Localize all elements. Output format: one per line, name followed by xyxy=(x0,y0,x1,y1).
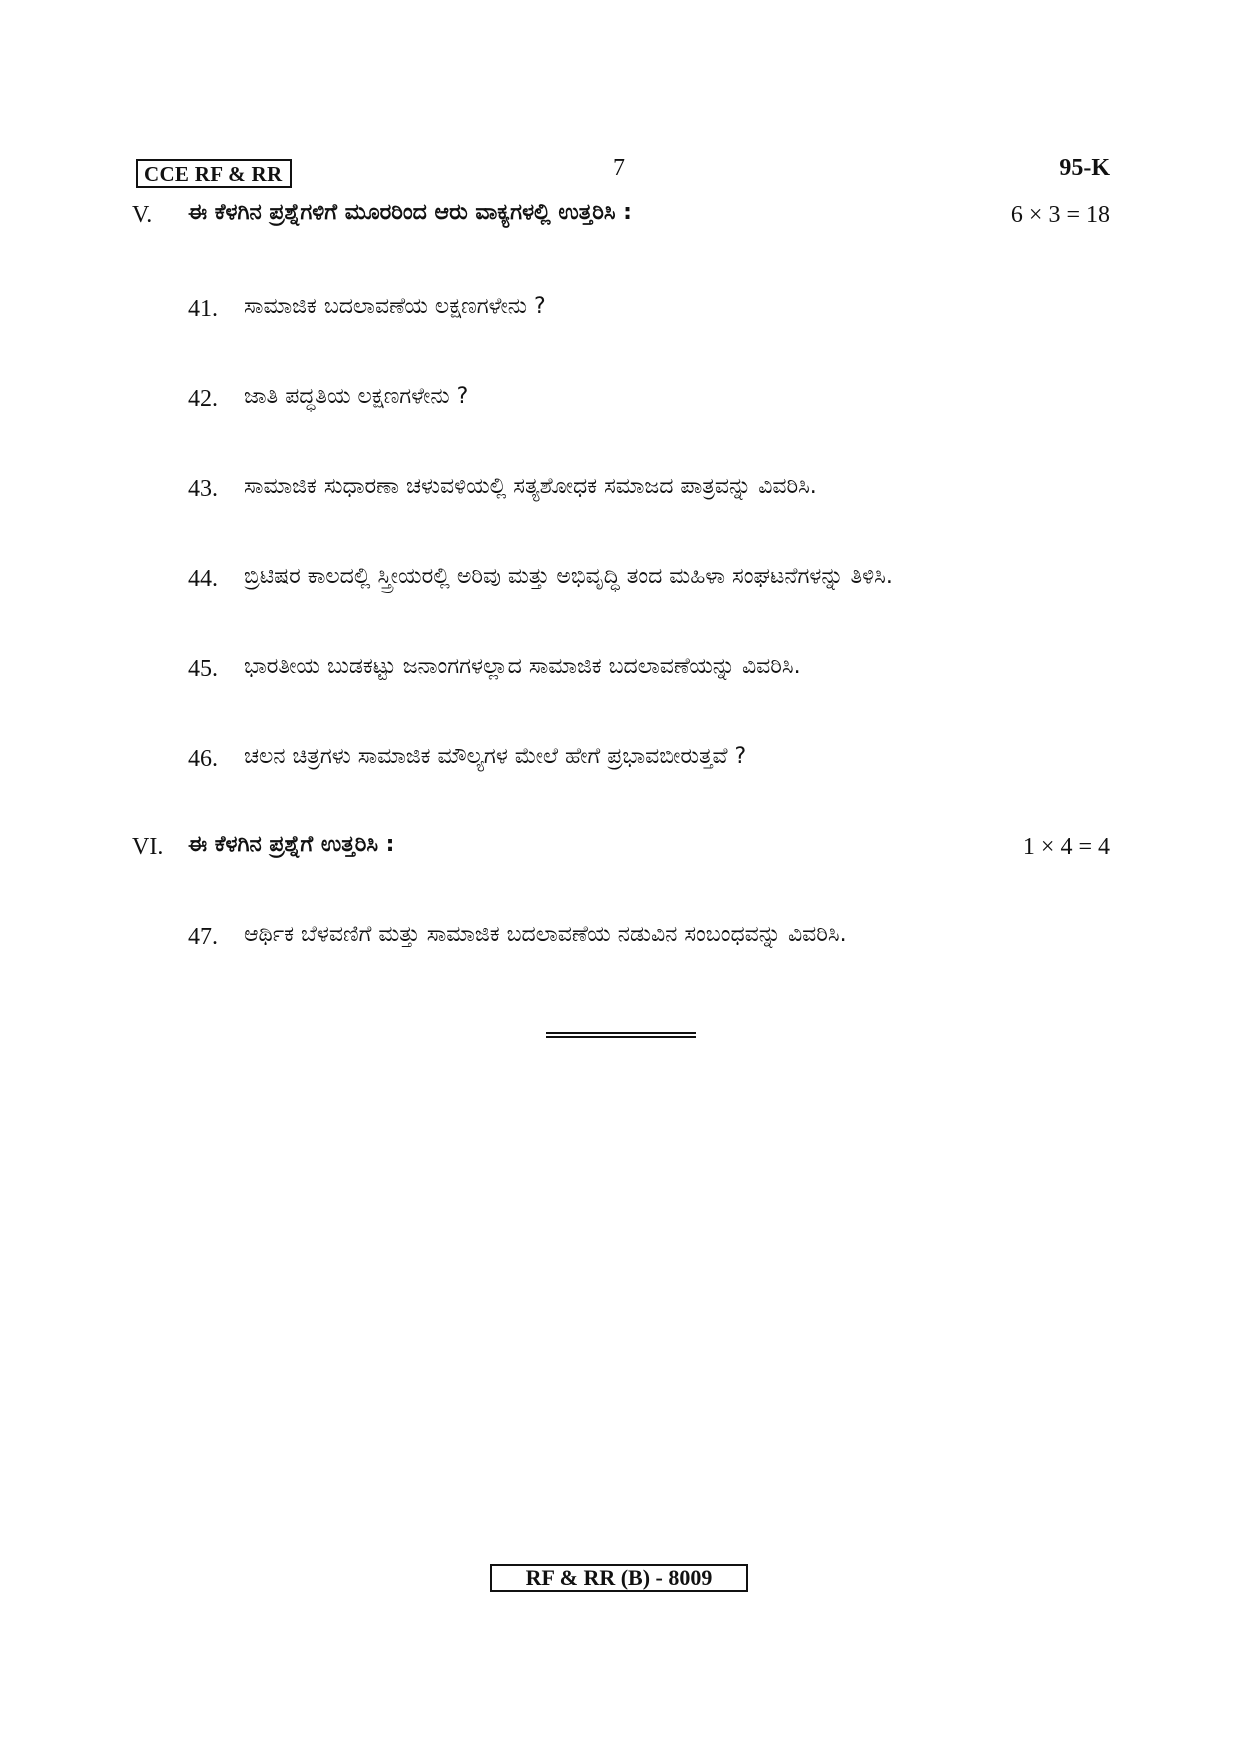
question-44 xyxy=(188,564,1108,598)
question-text: ಭಾರತೀಯ ಬುಡಕಟ್ಟು ಜನಾಂಗಗಳಲ್ಲಾದ ಸಾಮಾಜಿಕ ಬದಲಾವಣೆಯನ್ನು ವಿವರಿಸಿ. xyxy=(244,654,801,679)
question-number: 46. xyxy=(188,746,218,772)
section-roman-numeral: VI. xyxy=(132,834,164,860)
section-instruction: ಈ ಕೆಳಗಿನ ಪ್ರಶ್ನೆಗೆ ಉತ್ತರಿಸಿ : xyxy=(188,832,395,857)
question-number: 41. xyxy=(188,296,218,322)
question-45 xyxy=(188,654,1108,688)
question-text: ಸಾಮಾಜಿಕ ಸುಧಾರಣಾ ಚಳುವಳಿಯಲ್ಲಿ ಸತ್ಯಶೋಧಕ ಸಮಾಜದ ಪಾತ್ರವನ್ನು ವಿವರಿಸಿ. xyxy=(244,474,817,499)
question-number: 47. xyxy=(188,924,218,950)
question-text: ಚಲನ ಚಿತ್ರಗಳು ಸಾಮಾಜಿಕ ಮೌಲ್ಯಗಳ ಮೇಲೆ ಹೇಗೆ ಪ್ರಭಾವಬೀರುತ್ತವೆ ? xyxy=(244,744,747,769)
section-marks: 6 × 3 = 18 xyxy=(1010,202,1110,228)
question-number: 43. xyxy=(188,476,218,502)
paper-code: 95-K xyxy=(1059,155,1110,181)
question-46 xyxy=(188,744,1108,778)
question-text: ಸಾಮಾಜಿಕ ಬದಲಾವಣೆಯ ಲಕ್ಷಣಗಳೇನು ? xyxy=(244,294,546,319)
question-number: 45. xyxy=(188,656,218,682)
question-number: 44. xyxy=(188,566,218,592)
question-text: ಬ್ರಿಟಿಷರ ಕಾಲದಲ್ಲಿ ಸ್ತ್ರೀಯರಲ್ಲಿ ಅರಿವು ಮತ್ತು ಅಭಿವೃದ್ಧಿ ತಂದ ಮಹಿಳಾ ಸಂಘಟನೆಗಳನ್ನು ತಿಳಿಸಿ. xyxy=(244,564,893,589)
question-text: ಜಾತಿ ಪದ್ಧತಿಯ ಲಕ್ಷಣಗಳೇನು ? xyxy=(244,384,469,409)
question-43 xyxy=(188,474,1108,508)
exam-code-box: CCE RF & RR xyxy=(136,159,292,188)
question-number: 42. xyxy=(188,386,218,412)
section-v-heading xyxy=(132,200,1110,234)
question-41 xyxy=(188,294,1108,328)
section-vi-heading xyxy=(132,832,1110,866)
footer-code-box: RF & RR (B) - 8009 xyxy=(490,1564,748,1592)
page-header xyxy=(136,155,1110,189)
end-of-paper-rule xyxy=(546,1032,696,1038)
question-42 xyxy=(188,384,1108,418)
page-number: 7 xyxy=(613,155,625,181)
section-marks: 1 × 4 = 4 xyxy=(1022,834,1110,860)
section-roman-numeral: V. xyxy=(132,202,153,228)
question-text: ಆರ್ಥಿಕ ಬೆಳವಣಿಗೆ ಮತ್ತು ಸಾಮಾಜಿಕ ಬದಲಾವಣೆಯ ನಡುವಿನ ಸಂಬಂಧವನ್ನು ವಿವರಿಸಿ. xyxy=(244,922,847,947)
section-instruction: ಈ ಕೆಳಗಿನ ಪ್ರಶ್ನೆಗಳಿಗೆ ಮೂರರಿಂದ ಆರು ವಾಕ್ಯಗಳಲ್ಲಿ ಉತ್ತರಿಸಿ : xyxy=(188,200,632,225)
question-47 xyxy=(188,922,1108,956)
